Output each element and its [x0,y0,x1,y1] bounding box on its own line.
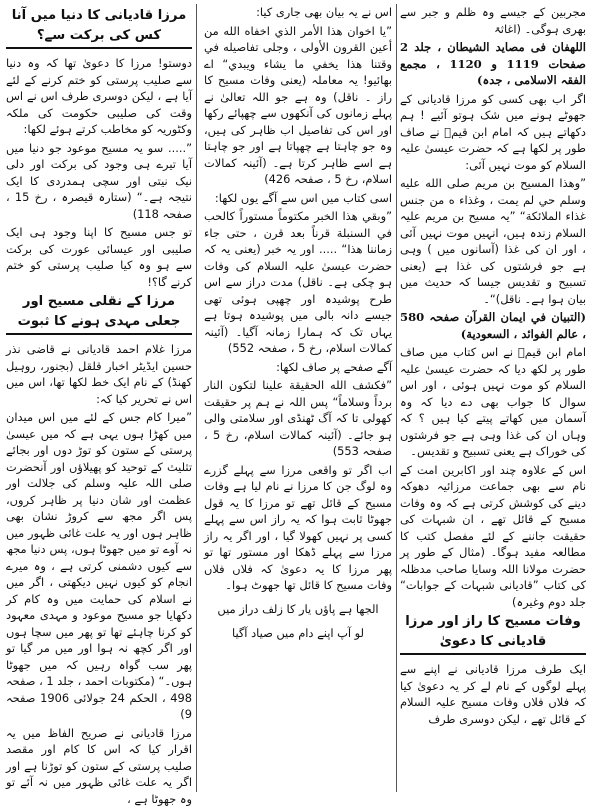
section-heading: مرزا کے نقلی مسیح اور جعلی مہدی ہونے کا ثبوت [6,292,192,335]
paragraph: مجربین کے جیسے وہ ظلم و جبر سے بھری ہوگی۔ (اغاثۃ [400,4,586,37]
paragraph: اسی کتاب میں اس سے آگے یوں لکھا: [204,190,392,207]
arabic-quote: ”يا اخوان هذا الأمر الذي اخفاه الله من أعين القرون الأولى ، وجلى تفاصيله في وقتنا هذا يخفي ما يشاء ويبدي“ اے بھائیو! یہ معاملہ (یعنی وفات مسیح کا راز ۔ ناقل) وہ ہے جو اللہ تعالیٰ نے پہلے زمانوں کی آنکھوں سے چھپائے رکھا اور اس کی تفاصیل اب ظاہر کی ہیں، وہ جو چاہتا ہے چھپاتا ہے اور جو چاہتا ہے اسے ظاہر کرتا ہے۔ (آئینہ کمالات اسلام، رخ 5 ، صفحہ 426) [204,23,392,188]
quote: ”میرا کام جس کے لئے میں اس میدان میں کھڑا ہوں یہی ہے کہ میں عیسیٰ پرستی کے ستون کو توڑ دوں اور بجائے تثلیث کے توحید کو پھیلاؤں اور آنحضرت صلی اللہ علیہ وسلم کی جلالت اور عظمت اور شان دنیا پر ظاہر کروں، پس اگر مجھ سے کروڑ نشان بھی ظاہر ہوں اور یہ علت غائی ظہور میں نہ آوے تو میں جھوٹا ہوں، پس دنیا مجھ سے کیوں دشمنی کرتی ہے ، وہ میرے انجام کو کیوں نہیں دیکھتی ، اگر میں نے اسلام کی حمایت میں وہ کام کر دکھایا جو مسیح موعود و مہدی معہود کو کرنا چاہئے تھا تو پھر میں سچا ہوں اور اگر کچھ نہ ہوا اور میں مر گیا تو پھر سب گواہ رہیں کہ میں جھوٹا ہوں۔“ (مکتوبات احمد ، جلد 1 ، صفحہ 498 ، الحکم 24 جولائی 1906 صفحہ 9) [6,409,192,723]
paragraph: تو جس مسیح کا اپنا وجود ہی ایک صلیبی اور عیسائی عورت کی برکت سے ہو وہ کیا صلیب پرستی کو ختم کرنے گا؟! [6,224,192,290]
column-right [400,4,586,792]
arabic-quote: ”فكشف الله الحقيقة علينا لتكون النار برداً وسلاماً“ پس اللہ نے ہم پر حقیقت کھولی تا کہ آگ ٹھنڈی اور سلامتی والی ہو جائے۔ (آئینہ کمالات اسلام، رخ 5 ، صفحہ 553) [204,377,392,460]
quote: ”..... سو یہ مسیح موعود جو دنیا میں آیا تیرے ہی وجود کی برکت اور دلی نیک نیتی اور سچی ہمدردی کا ایک نتیجہ ہے۔“ (ستارہ قیصرہ ، رخ 15 ، صفحہ 118) [6,140,192,223]
paragraph: دوستو! مرزا کا دعویٰ تھا کہ وہ دنیا سے صلیب پرستی کو ختم کرنے کے لئے آیا ہے ، لیکن دوسری طرف اس نے اس وقت کی صلیبی حکومت کی ملکہ وکٹوریہ کو مخاطب کرتے ہوئے لکھا: [6,55,192,138]
column-left [6,4,197,792]
paragraph: آگے صفحے پر صاف لکھا: [204,359,392,376]
paragraph: اب اگر تو واقعی مرزا سے پہلے گزرے وہ لوگ جن کا مرزا نے نام لیا ہے وفات مسیح کے قائل تھے تو مرزا کا یہ قول جھوٹا ثابت ہوا کہ یہ راز اس سے پہلے کسی پر نہیں کھولا گیا ، اور اگر یہ راز مرزا سے پہلے ڈھکا اور مستور تھا تو پھر مرزا کا یہ دعویٰ کہ فلاں فلاں وفات مسیح کا قائل تھا جھوٹ ہوا۔ [204,462,392,594]
paragraph: مرزا غلام احمد قادیانی نے قاضی نذر حسین ایڈیٹر اخبار قلقل (بجنور، روہیل کھنڈ) کے نام ایک خط لکھا تھا، اس میں اس نے تحریر کیا کہ: [6,341,192,407]
paragraph: امام ابن قیمؒ نے اس کتاب میں صاف طور پر لکھ دیا کہ حضرت عیسیٰ علیہ السلام کو موت نہیں ہوئی ، اور اس سوال کا جواب بھی دے دیا کہ وہ آسمان میں کھاتے پیتے کیا ہیں ؟ کہ وہاں ان کی غذا وہی ہے جو فرشتوں کی خوراک ہے یعنی تسبیح و تقدیس۔ [400,344,586,460]
paragraph: اس نے یہ بیان بھی جاری کیا: [204,4,392,21]
paragraph: مرزا قادیانی نے صریح الفاظ میں یہ اقرار کیا کہ اس کا کام اور مقصد صلیب پرستی کے ستون کو توڑنا ہے اور اگر یہ علت غائی ظہور میں نہ آئے تو وہ جھوٹا ہے ، [6,725,192,807]
column-middle [204,4,397,792]
citation: اللھفان فی مصاید الشیطان ، جلد 2 صفحات 1119 و 1120 ، مجمع الفقہ الاسلامی ، جدہ) [400,39,586,89]
section-heading: مرزا قادیانی کا دنیا میں آنا کس کی برکت سے؟ [6,6,192,49]
paragraph: اس کے علاوہ چند اور اکابرین امت کے نام سے بھی جماعت مرزائیہ دھوکہ دینے کی کوشش کرتی ہے کہ وہ وفات مسیح کے قائل تھے ، ان شبہات کی حقیقت جاننے کے لئے مفصل کتب کا مطالعہ مفید ہوگا۔ (مثال کے طور پر حضرت مولانا اللہ وسایا صاحب مدظلہ کی کتاب ”قادیانی شبہات کے جوابات“ جلد دوم وغیرہ) [400,462,586,611]
arabic-quote: ”وبقي هذا الخبر مكتوماً مستوراً كالحب في السنبلة قرناً بعد قرن ، حتى جاء زماننا هذا“ ..... اور یہ خبر (یعنی یہ کہ حضرت عیسیٰ علیہ السلام کی وفات ہو چکی ہے۔ ناقل) مدت دراز سے اس طرح پوشیدہ اور چھپی ہوئی تھی جیسے دانہ بالی میں پوشیدہ ہوتا ہے یہاں تک کہ ہمارا زمانہ آگیا۔ (آئینہ کمالات اسلام، رخ 5 ، صفحہ 552) [204,208,392,357]
citation: (التبيان في ايمان القرآن صفحہ 580 ، عالم الفوائد ، السعودية) [400,309,586,342]
arabic-quote: ”وهذا المسيح بن مريم صلى الله عليه وسلم حي لم يمت ، وغذاء ه من جنس غذاء الملائكة“ ”یہ مسیح بن مریم علیہ السلام زندہ ہیں، انہیں موت نہیں آئی ، اور ان کی غذا (آسانوں میں ) وہی ہے جو فرشتوں کی غذا ہے (یعنی تسبیح و تقدیس جیسا کہ حدیث میں بیان ہوا ہے۔ ناقل)“۔ [400,175,586,307]
paragraph: اگر اب بھی کسی کو مرزا قادیانی کے جھوٹے ہونے میں شک ہوتو آئیے ! ہم دکھاتے ہیں کہ امام ابن قیمؒ نے صاف طور پر لکھا ہے کہ حضرت عیسیٰ علیہ السلام کو موت نہیں آئی: [400,91,586,174]
verse-line: الجھا ہے پاؤں یار کا زلف دراز میں [204,600,392,618]
paragraph: ایک طرف مرزا قادیانی نے اپنے سے پہلے لوگوں کے نام لے کر یہ دعویٰ کیا کہ فلاں فلاں وفات مسیح علیہ السلام کے قائل تھے ، لیکن دوسری طرف [400,661,586,727]
section-heading: وفات مسیح کا راز اور مرزا قادیانی کا دعویٰ [400,612,586,655]
verse-line: لو آپ اپنے دام میں صیاد آگیا [204,624,392,642]
